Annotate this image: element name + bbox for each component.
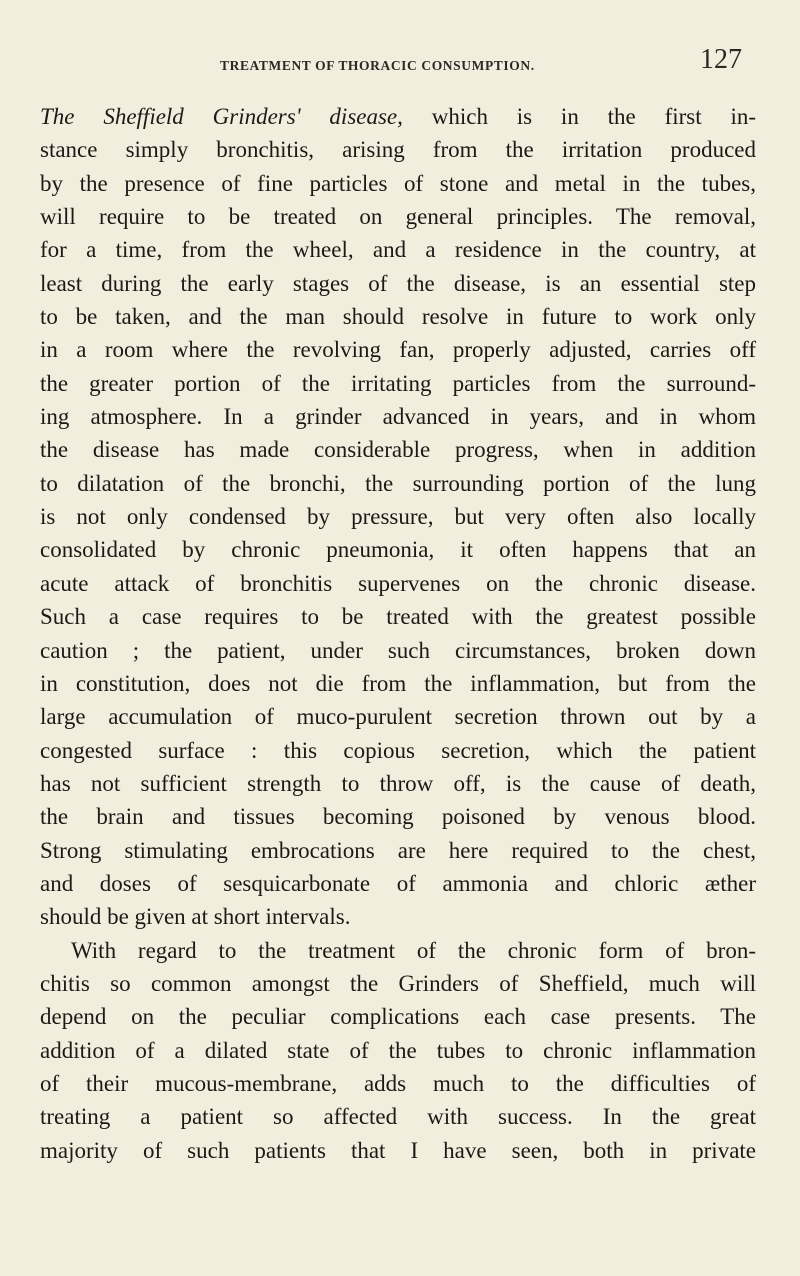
text-line: of their mucous-membrane, adds much to the difficulties of [40, 1070, 756, 1096]
text-line: majority of such patients that I have seen, both in private [40, 1137, 756, 1163]
text-line: will require to be treated on general principles. The removal, [40, 204, 756, 230]
text-line: the greater portion of the irritating particles from the surround- [40, 370, 756, 396]
text-line: ing atmosphere. In a grinder advanced in years, and in whom [40, 404, 756, 430]
text-line: and doses of sesquicarbonate of ammonia and chloric æther [40, 870, 756, 896]
text-line: addition of a dilated state of the tubes to chronic inflammation [40, 1037, 756, 1063]
text-line [40, 100, 756, 133]
text-line: stance simply bronchitis, arising from the irritation produced [40, 137, 756, 163]
text-line: Such a case requires to be treated with the greatest possible [40, 604, 756, 630]
text-line: in constitution, does not die from the inflammation, but from the [40, 670, 756, 696]
text-line: caution ; the patient, under such circumstances, broken down [40, 637, 756, 663]
text-line: depend on the peculiar complications each case presents. The [40, 1004, 756, 1030]
text-line: to dilatation of the bronchi, the surrounding portion of the lung [40, 470, 756, 496]
text-line: treating a patient so affected with success. In the great [40, 1104, 756, 1130]
text-line: least during the early stages of the disease, is an essential step [40, 270, 756, 296]
text-span: which is in the first in- [402, 104, 757, 129]
text-line: With regard to the treatment of the chronic form of bron- [71, 937, 756, 963]
text-line: for a time, from the wheel, and a residence in the country, at [40, 237, 756, 263]
text-line: has not sufficient strength to throw off, is the cause of death, [40, 770, 756, 796]
text-line: in a room where the revolving fan, properly adjusted, carries off [40, 337, 756, 363]
text-line: large accumulation of muco-purulent secretion thrown out by a [40, 704, 756, 730]
text-line: consolidated by chronic pneumonia, it often happens that an [40, 537, 756, 563]
text-line: Strong stimulating embrocations are here required to the chest, [40, 837, 756, 863]
text-line: should be given at short intervals. [40, 904, 351, 930]
text-line: by the presence of fine particles of stone and metal in the tubes, [40, 170, 756, 196]
text-line: the disease has made considerable progress, when in addition [40, 437, 756, 463]
page-number: 127 [700, 44, 742, 75]
text-line: to be taken, and the man should resolve in future to work only [40, 304, 756, 330]
text-line: is not only condensed by pressure, but very often also locally [40, 504, 756, 530]
italic-phrase: The Sheffield Grinders' disease, [40, 104, 403, 129]
text-line: acute attack of bronchitis supervenes on the chronic disease. [40, 570, 756, 596]
running-title: TREATMENT OF THORACIC CONSUMPTION. [220, 58, 535, 73]
text-line: the brain and tissues becoming poisoned by venous blood. [40, 804, 756, 830]
body-text [40, 100, 756, 1167]
text-line: chitis so common amongst the Grinders of Sheffield, much will [40, 970, 756, 996]
text-line: congested surface : this copious secretion, which the patient [40, 737, 756, 763]
